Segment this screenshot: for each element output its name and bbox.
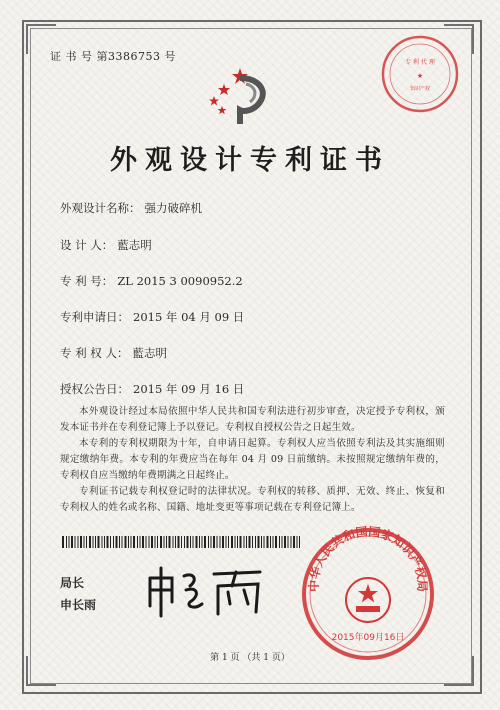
field-design-name: [60, 200, 202, 216]
svg-text:知识产权: 知识产权: [409, 86, 431, 92]
field-label: 设 计 人：: [60, 238, 114, 252]
field-patent-number: [60, 273, 243, 289]
field-value: 藍志明: [117, 238, 152, 252]
field-value: ZL 2015 3 0090952.2: [117, 274, 243, 288]
svg-text:专 利 代 理: 专 利 代 理: [405, 59, 435, 66]
seal-date: 2015年09月16日: [331, 633, 405, 643]
body-paragraph: 本外观设计经过本局依照中华人民共和国专利法进行初步审查，决定授予专利权，颁发本证书并在专利登记簿上予以登记。专利权自授权公告之日起生效。: [60, 406, 445, 433]
field-value: 2015 年 09 月 16 日: [133, 382, 245, 396]
director-signature: [140, 560, 270, 620]
svg-text:★: ★: [416, 72, 424, 80]
field-grant-date: [60, 381, 244, 397]
field-label: 专利申请日：: [60, 310, 129, 324]
field-label: 外观设计名称：: [60, 201, 141, 215]
field-value: 藍志明: [132, 346, 167, 360]
page-number: 第 1 页 （共 1 页）: [210, 653, 290, 663]
seal-text: 中华人民共和国国家知识产权局: [306, 524, 430, 592]
certificate-title: 外观设计专利证书: [110, 145, 390, 176]
certificate-body: [60, 404, 445, 516]
body-paragraph: 专利证书记载专利权登记时的法律状况。专利权的转移、质押、无效、终止、恢复和专利权人的姓名或名称、国籍、地址变更等事项记载在专利登记簿上。: [60, 486, 445, 513]
field-patentee: [60, 345, 167, 361]
field-value: 强力破碎机: [144, 201, 202, 215]
director-name: 申长雨: [60, 598, 97, 612]
national-emblem-icon: [346, 578, 390, 622]
field-designer: [60, 237, 152, 253]
certificate-number: 证 书 号 第3386753 号: [50, 50, 176, 63]
body-paragraph: 本专利的专利权期限为十年，自申请日起算。专利权人应当依照专利法及其实施细则规定缴纳年费。本专利的年费应当在每年 04 月 09 日前缴纳。未按照规定缴纳年费的，专利权自应当缴纳年费期满之日起终止。: [60, 438, 445, 481]
field-label: 专 利 号：: [60, 274, 114, 288]
agency-seal: [380, 34, 460, 114]
director-title: 局长: [60, 576, 85, 590]
patent-office-emblem-icon: [200, 64, 280, 126]
official-seal: [298, 524, 438, 664]
field-filing-date: [60, 309, 244, 325]
field-label: 专 利 权 人：: [60, 346, 129, 360]
field-value: 2015 年 04 月 09 日: [133, 310, 245, 324]
field-label: 授权公告日：: [60, 382, 129, 396]
barcode: [62, 536, 302, 548]
